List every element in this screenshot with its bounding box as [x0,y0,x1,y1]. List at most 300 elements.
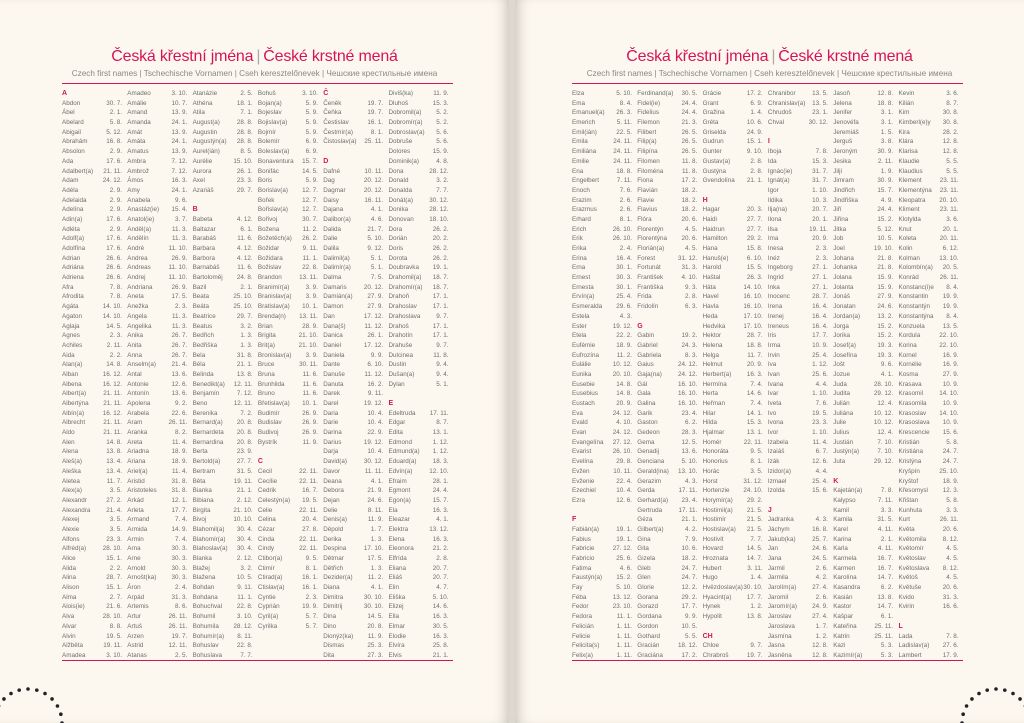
name: Jitka [833,225,847,233]
name-entry [899,351,959,361]
name: Ivan [767,370,780,378]
name-day-date: 4. 12. [236,254,253,262]
name: Angela [127,312,147,320]
name: Eusebie [572,380,595,388]
name: Aristoteles [127,487,157,495]
name: Ernesta [572,283,594,291]
name-entry [62,351,122,361]
name-entry [899,515,959,525]
name-day-date: 2. 9. [109,186,122,194]
name-entry [323,612,383,622]
name-entry [768,312,828,322]
name-day-date: 28. 1. [432,477,449,485]
name-entry [637,486,697,496]
name-day-date: 19. 11. [233,477,253,485]
name: Jenovéfa [833,119,859,127]
name-day-date: 7. 4. [750,380,763,388]
name-entry [572,525,632,535]
name: Květoslav [898,555,926,562]
name-entry [703,409,763,419]
name-entry [833,263,893,273]
name-entry [899,496,959,506]
name-entry [768,564,828,574]
name-entry [703,118,763,128]
name: Jaromil [767,593,789,601]
name-entry [833,225,893,235]
name-entry [323,409,383,419]
letter-heading: Č [323,90,329,97]
name-day-date: 8. 8. [109,622,122,630]
name-day-date: 28. 12. [429,206,449,214]
name-day-date: 23. 11. [939,186,959,194]
page-title [515,48,1024,66]
name-day-date: 21. 11. [103,167,122,175]
name: Elin [388,584,399,592]
name-entry [323,128,383,138]
name: Hilda [702,419,717,427]
name-entry [258,438,318,448]
name-day-date: 2. 2. [109,564,122,572]
name-day-date: 25. 8. [432,642,449,650]
name-entry [62,486,122,496]
name: Erazmus [572,206,597,214]
name-day-date: 27. 9. [367,303,384,311]
name: Izidor(a) [767,467,791,475]
name: Andriana [127,283,153,291]
name-entry [637,496,697,506]
name: Hana [702,245,718,252]
name-entry [637,108,697,118]
name-day-date: 21. 10. [298,332,318,340]
name: David(a) [323,458,347,466]
name: Gerda [637,487,655,495]
name: Gerald(ina) [637,467,669,475]
name: Jonatan [833,303,856,311]
name: Ferdinand(a) [637,90,674,97]
name-entry [637,89,697,99]
name-day-date: 16. 2. [367,380,384,388]
name: Irena [767,303,783,311]
name-entry [258,312,318,322]
name-day-date: 4. 5. [685,225,698,233]
name-day-date: 27. 7. [746,225,763,233]
name-entry [258,564,318,574]
name: Klement [898,177,922,185]
name-entry [62,506,122,516]
name-entry [323,447,383,457]
name: Gothard [637,632,661,640]
name-entry [258,157,318,167]
name: Armida [127,525,148,533]
name-entry [62,137,122,147]
name-day-date: 20. 9. [812,235,828,243]
name-entry [389,351,449,361]
name: Fatima [572,564,592,572]
name-day-date: 13. 10. [939,254,959,262]
name-day-date: 25. 6. [616,555,632,562]
name-entry [62,167,122,177]
name-day-date: 16. 1. [302,584,318,592]
name: Barabáš [192,235,217,243]
name-entry [768,544,828,554]
name-entry [703,331,763,341]
name-entry [572,292,632,302]
name: Ctimír [257,564,275,572]
name: Grácie [702,90,722,97]
name-entry [193,351,253,361]
name: Axel [192,177,205,185]
name-day-date: 11. 6. [302,380,318,388]
name: Jeroným [833,148,858,156]
name: Andreas [127,264,151,272]
name: Genadij [637,448,660,456]
name: Eliáš [388,574,403,582]
name-day-date: 26. 10. [612,448,632,456]
name-day-date: 24. 4. [432,487,449,495]
name: Danica [323,332,343,340]
name-day-date: 1. 4. [750,109,763,117]
spacer [572,506,632,516]
name: Hilar [702,409,716,417]
name-entry [572,128,632,138]
name-entry [193,176,253,186]
name-day-date: 14. 5. [367,613,384,621]
name-day-date: 26. 10. [612,225,632,233]
name-day-date: 3. 2. [436,177,449,185]
name-entry [572,602,632,612]
name: Edmund(a) [388,448,420,456]
name-day-date: 19. 7. [171,632,188,640]
name-day-date: 29. 7. [236,186,253,194]
spacer [703,186,763,196]
name: Čestislav [323,119,349,127]
name-column [899,89,959,661]
name: Čeňka [323,109,342,117]
name-entry [258,477,318,487]
name-entry [258,322,318,332]
name: Ezechiel [572,487,596,495]
name: Krasomila [898,400,927,407]
name-day-date: 27. 9. [942,370,959,378]
name: Dagmar [323,186,346,194]
name-day-date: 14. 8. [616,380,632,388]
name-entry [833,351,893,361]
name: Bořek [257,196,275,204]
name-entry [703,583,763,593]
name-entry [62,457,122,467]
name: Krescencie [898,429,930,437]
name-day-date: 17. 11. [429,409,449,417]
name-day-date: 26. 11. [168,419,188,427]
name-entry [127,632,187,642]
name-day-date: 2. 8. [750,167,763,175]
name-day-date: 13. 4. [106,467,122,475]
name-day-date: 16. 12. [102,370,122,378]
name: Hypolit [702,613,722,621]
name-entry [899,205,959,215]
name-day-date: 13. 5. [812,90,828,97]
name-day-date: 1. 7. [370,525,384,533]
name-entry [833,322,893,332]
name-entry [833,457,893,467]
name-day-date: 5. 9. [305,119,318,127]
name-day-date: 28. 7. [746,332,763,340]
name: Eufémie [572,341,596,349]
name: Blažena [192,574,216,582]
name-entry [833,496,893,506]
name: Jošt [833,361,845,369]
name: Břetislav(a) [257,400,290,407]
name-day-date: 3. 11. [747,564,763,572]
name-entry [768,167,828,177]
name: Eunika [572,370,592,378]
name: Gala [637,390,651,398]
name-entry [899,602,959,612]
name-day-date: 30. 10. [363,603,384,611]
name-entry [899,137,959,147]
name-entry [323,564,383,574]
name-entry [833,360,893,370]
name-day-date: 17. 7. [812,332,828,340]
name-entry [899,525,959,535]
name-day-date: 28. 9. [302,322,318,330]
name: Dylan [388,380,405,388]
name-day-date: 5. 10. [432,593,449,601]
name: Filemon [637,119,660,127]
name: Davor [323,467,340,475]
name: Fiona [637,177,654,185]
name-day-date: 11. 8. [682,167,698,175]
name-day-date: 9. 3. [685,283,698,291]
name-day-date: 26. 10. [612,235,632,243]
name-entry [899,273,959,283]
name-day-date: 16. 3. [432,613,449,621]
name-entry [637,118,697,128]
name: Antonín [127,390,150,398]
name-entry [572,176,632,186]
name: Johana [833,254,854,262]
name-day-date: 16. 9. [942,361,959,369]
name-entry [703,351,763,361]
name-day-date: 31. 8. [236,351,253,359]
name-entry [703,205,763,215]
name-entry [768,360,828,370]
name: Kevin [898,90,915,97]
name-day-date: 20. 9. [746,361,763,369]
name-entry [389,496,449,506]
name: Kazi [833,642,846,650]
name-entry [323,273,383,283]
name: Darina [323,429,342,437]
name: Ariel(a) [127,467,148,475]
name: Filoména [637,167,664,175]
name-entry [899,312,959,322]
name-day-date: 16. 10. [678,400,698,407]
name: Albena [62,380,82,388]
name-day-date: 29. 8. [616,458,632,466]
name-column [637,89,697,661]
name: Helmut [702,361,723,369]
name-entry [833,525,893,535]
name-day-date: 3. 6. [946,215,959,223]
name-entry [833,234,893,244]
name-entry [768,118,828,128]
name-day-date: 3. 10. [302,90,318,97]
name: Andělín [127,235,149,243]
name: Elektra [388,525,409,533]
name-day-date: 1. 10. [812,429,828,437]
name-entry [703,157,763,167]
name-entry [389,205,449,215]
name: Delie [323,506,338,514]
name: Elvíra [388,642,405,650]
name-entry [193,370,253,380]
name: Havel [702,293,719,301]
name-day-date: 9. 9. [685,613,698,621]
name-entry [768,99,828,109]
letter-heading: J [767,506,772,514]
name-entry [62,583,122,593]
name: Kolin [898,245,913,252]
name-entry [193,186,253,196]
name-entry [258,331,318,341]
name: Doubravka [388,264,419,272]
name: Drahomír(a) [388,283,423,291]
name: Erazim [572,196,592,204]
name-day-date: 4. 4. [815,467,828,475]
name-day-date: 9. 9. [370,351,384,359]
name-entry [258,622,318,632]
name-day-date: 7. 4. [750,400,763,407]
name-entry [193,399,253,409]
name: Kamila [833,516,853,524]
name-entry [637,573,697,583]
name: Jarmil [767,564,785,572]
name-day-date: 14. 9. [171,525,188,533]
name: Blahomír(a) [192,535,226,543]
name: Donika [388,206,409,214]
name: Dora [388,225,403,233]
name-entry [637,370,697,380]
name: Joel [833,245,845,252]
name-entry [637,273,697,283]
name-entry [323,312,383,322]
name-day-date: 16. 3. [432,535,449,543]
name-day-date: 12. 8. [812,651,828,659]
name: Aurélie [192,157,213,165]
name-day-date: 5. 5. [946,167,959,175]
name-entry [833,573,893,583]
name-day-date: 5. 9. [305,128,318,136]
letter-heading: I [767,138,770,146]
name-day-date: 12. 7. [302,196,318,204]
name-day-date: 11. 12. [364,322,384,330]
name-entry [768,593,828,603]
name-entry [258,370,318,380]
name-day-date: 11. 2. [302,225,318,233]
name: Konstantin [898,293,929,301]
name-day-date: 18. 9. [171,448,188,456]
name-entry [703,312,763,322]
name-day-date: 8. 12. [942,535,959,543]
name-day-date: 22. 5. [616,128,632,136]
name-entry [193,409,253,419]
name: Jaromír(a) [767,603,797,611]
name-entry [899,118,959,128]
name-day-date: 19. 9. [942,293,959,301]
name-entry [323,322,383,332]
name-entry [389,525,449,535]
name-entry [833,205,893,215]
name-day-date: 5. 1. [370,254,384,262]
name-entry [127,157,187,167]
name-day-date: 10. 4. [367,409,384,417]
name-day-date: 12. 11. [233,400,253,407]
name: Gustýna [702,167,727,175]
name-entry [127,399,187,409]
name: Ámos [127,177,144,185]
name: Haidrun [702,225,725,233]
name-day-date: 27. 6. [942,642,959,650]
name: Dante [323,361,340,369]
name-entry [899,196,959,206]
name-entry [768,602,828,612]
name-entry [258,486,318,496]
name-day-date: 24. 6. [367,496,384,504]
name-entry [637,157,697,167]
name-entry [323,632,383,642]
name-day-date: 6. 1. [240,225,253,233]
name: Bohdan [192,584,215,592]
name-day-date: 5. 6. [436,128,449,136]
name-day-date: 12. 6. [616,496,632,504]
name: Celie [257,506,273,514]
name-entry [572,554,632,564]
name: Bertram [192,467,215,475]
name-entry [637,409,697,419]
name-day-date: 10. 11. [364,167,384,175]
name-day-date: 23. 1. [812,109,828,117]
name-day-date: 4. 10. [616,419,632,427]
name: Amadea [62,651,86,659]
name-day-date: 18. 10. [429,215,449,223]
name-entry [389,157,449,167]
name-day-date: 5. 11. [616,119,632,127]
name: Benjamín [192,390,220,398]
top-rule [572,83,963,84]
name-day-date: 5. 10. [681,458,698,466]
name: Cézar [257,525,275,533]
name-day-date: 26. 11. [939,274,959,282]
name-entry [703,341,763,351]
name-entry [637,360,697,370]
name: Gracián [637,642,660,650]
name-entry [899,89,959,99]
name: Bojmír [257,128,277,136]
name-entry [323,380,383,390]
name: Efraim [388,477,407,485]
name-day-date: 26. 7. [171,341,188,349]
name-day-date: 28. 7. [812,293,828,301]
name: Koleta [898,235,917,243]
name-day-date: 22. 9. [367,429,384,437]
name-day-date: 3. 7. [175,215,188,223]
name-day-date: 13. 8. [236,370,253,378]
name-entry [703,457,763,467]
name: Fabius [572,535,591,543]
name-day-date: 13. 5. [942,322,959,330]
name: Adriena [62,274,84,282]
